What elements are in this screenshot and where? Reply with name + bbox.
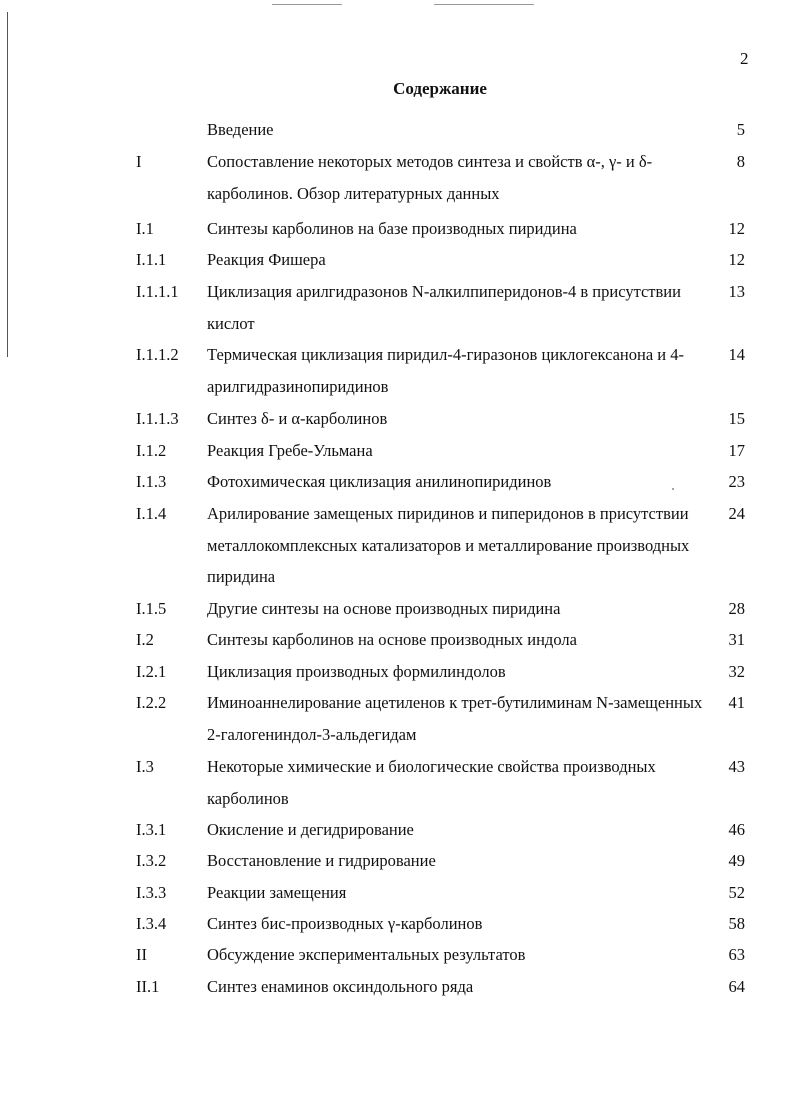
toc-entry-number: I.1 xyxy=(136,219,154,238)
toc-entry-number: I.1.1.2 xyxy=(136,345,179,364)
page-number: 2 xyxy=(740,49,749,68)
toc-entry-page: 12 xyxy=(728,250,745,269)
toc-entry-page: 28 xyxy=(728,599,745,618)
toc-entry-title: Другие синтезы на основе производных пиридина xyxy=(207,599,561,618)
toc-entry-page: 13 xyxy=(728,282,745,301)
toc-entry-page: 58 xyxy=(728,914,745,933)
toc-entry-number: I.1.5 xyxy=(136,599,167,618)
toc-entry-page: 49 xyxy=(728,851,745,870)
toc-entry-page: 24 xyxy=(728,504,745,523)
toc-entry-number: I.1.4 xyxy=(136,504,167,523)
toc-entry-title: Синтез δ- и α-карболинов xyxy=(207,409,388,428)
toc-entry-page: 8 xyxy=(736,152,745,171)
toc-entry-page: 63 xyxy=(728,945,745,964)
toc-entry-number: I.1.3 xyxy=(136,472,167,491)
toc-entry-title: Окисление и дегидрирование xyxy=(207,820,414,839)
toc-entry-page: 41 xyxy=(728,693,745,712)
toc-entry-page: 23 xyxy=(728,472,745,491)
toc-entry-title: Иминоаннелирование ацетиленов к трет-бутилиминам N-замещенных 2-галогениндол-3-альдегидам xyxy=(207,693,703,744)
scan-artifact-line xyxy=(434,4,534,5)
scan-artifact-line xyxy=(272,4,342,5)
toc-entry-title: Некоторые химические и биологические свойства производных карболинов xyxy=(207,757,656,808)
toc-entry-number: I.2.1 xyxy=(136,662,167,681)
toc-entry-number: I.3.2 xyxy=(136,851,167,870)
toc-entry-number: I.3.4 xyxy=(136,914,167,933)
toc-entry-page: 12 xyxy=(728,219,745,238)
toc-entry-page: 46 xyxy=(728,820,745,839)
toc-entry-number: I.3 xyxy=(136,757,154,776)
toc-entry-number: I.2.2 xyxy=(136,693,167,712)
toc-entry-page: 43 xyxy=(728,757,745,776)
page-title: Содержание xyxy=(393,79,487,98)
toc-entry-number: I.3.3 xyxy=(136,883,167,902)
toc-entry-number: I.1.1 xyxy=(136,250,167,269)
toc-entry-title: Синтезы карболинов на базе производных пиридина xyxy=(207,219,577,238)
toc-entry-page: 32 xyxy=(728,662,745,681)
toc-entry-title: Циклизация производных формилиндолов xyxy=(207,662,506,681)
toc-entry-number: II xyxy=(136,945,147,964)
toc-entry-page: 52 xyxy=(728,883,745,902)
toc-entry-number: II.1 xyxy=(136,977,160,996)
toc-entry-number: I.1.1.1 xyxy=(136,282,179,301)
toc-entry-title: Реакции замещения xyxy=(207,883,347,902)
toc-entry-page: 5 xyxy=(736,120,745,139)
toc-entry-number: I.1.2 xyxy=(136,441,167,460)
toc-entry-title: Введение xyxy=(207,120,274,139)
toc-entry-title: Восстановление и гидрирование xyxy=(207,851,436,870)
toc-entry-title: Арилирование замещеных пиридинов и пиперидонов в присутствии металлокомплексных катализаторов и металлирование производных пиридина xyxy=(207,504,690,586)
toc-entry-title: Термическая циклизация пиридил-4-гиразонов циклогексанона и 4-арилгидразинопиридинов xyxy=(207,345,684,396)
toc-entry-number: I xyxy=(136,152,142,171)
toc-entry-title: Синтезы карболинов на основе производных индола xyxy=(207,630,577,649)
margin-rule xyxy=(7,12,8,357)
toc-entry-page: 15 xyxy=(728,409,745,428)
toc-entry-title: Фотохимическая циклизация анилинопиридинов xyxy=(207,472,552,491)
toc-entry-page: 64 xyxy=(728,977,745,996)
toc-entry-title: Циклизация арилгидразонов N-алкилпиперидонов-4 в присутствии кислот xyxy=(207,282,681,333)
toc-entry-number: I.3.1 xyxy=(136,820,167,839)
toc-entry-title: Сопоставление некоторых методов синтеза и свойств α-, γ- и δ-карболинов. Обзор литературных данных xyxy=(207,152,653,203)
toc-entry-page: 14 xyxy=(728,345,745,364)
toc-entry-title: Реакция Фишера xyxy=(207,250,326,269)
toc-entry-page: 17 xyxy=(728,441,745,460)
toc-entry-number: I.1.1.3 xyxy=(136,409,179,428)
toc-entry-number: I.2 xyxy=(136,630,154,649)
toc-entry-title: Синтез бис-производных γ-карболинов xyxy=(207,914,483,933)
toc-entry-title: Обсуждение экспериментальных результатов xyxy=(207,945,526,964)
toc-entry-title: Синтез енаминов оксиндольного ряда xyxy=(207,977,474,996)
toc-entry-page: 31 xyxy=(728,630,745,649)
toc-entry-title: Реакция Гребе-Ульмана xyxy=(207,441,373,460)
